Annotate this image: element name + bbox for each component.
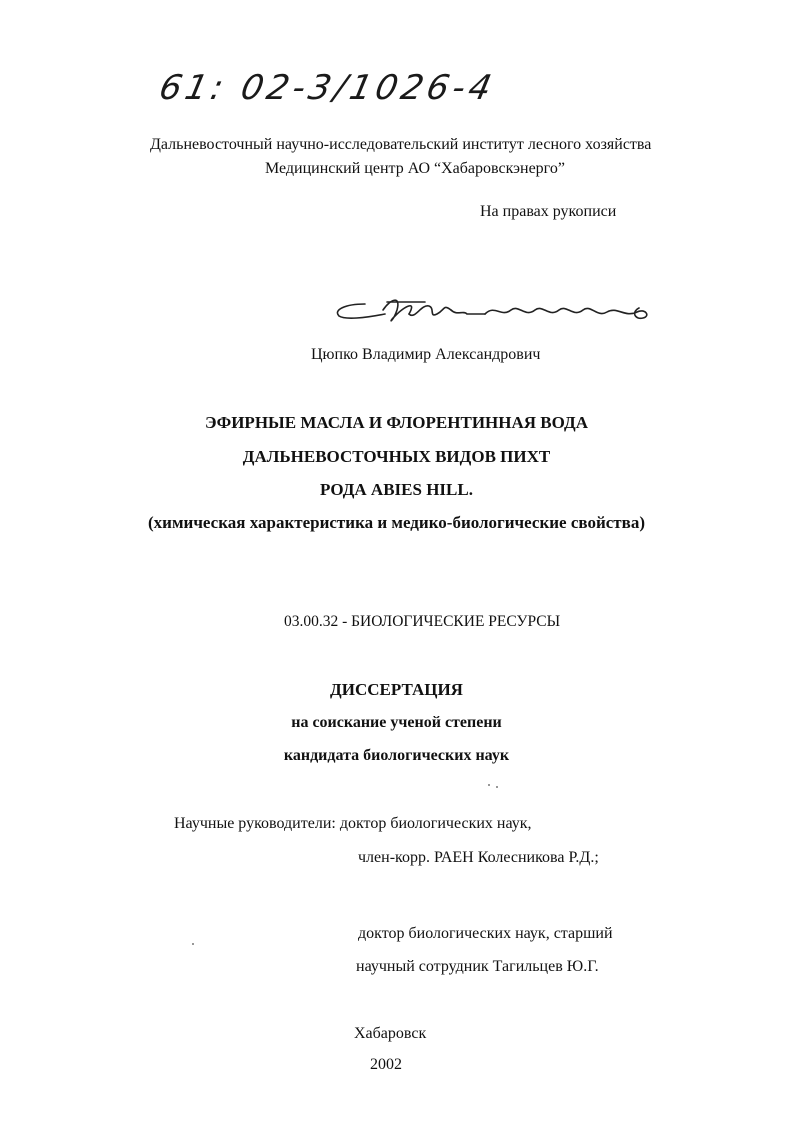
scan-speck xyxy=(488,784,490,786)
supervisors-label: Научные руководители: доктор биологических наук, xyxy=(174,815,532,832)
degree-line-1: на соискание ученой степени xyxy=(291,714,502,731)
supervisor-2-name: научный сотрудник Тагильцев Ю.Г. xyxy=(356,958,599,975)
city: Хабаровск xyxy=(354,1025,427,1042)
title-line-1: ЭФИРНЫЕ МАСЛА И ФЛОРЕНТИННАЯ ВОДА xyxy=(205,413,588,432)
title-line-2: ДАЛЬНЕВОСТОЧНЫХ ВИДОВ ПИХТ xyxy=(242,447,551,466)
year: 2002 xyxy=(370,1056,402,1073)
scan-speck xyxy=(192,943,194,945)
title-line-3: РОДА ABIES HILL. xyxy=(320,480,473,499)
author-name: Цюпко Владимир Александрович xyxy=(311,346,541,363)
scan-speck xyxy=(496,786,498,788)
author-signature xyxy=(325,290,665,335)
medical-center-name: Медицинский центр АО “Хабаровскэнерго” xyxy=(265,160,565,177)
degree-heading: ДИССЕРТАЦИЯ xyxy=(330,680,463,699)
institute-name: Дальневосточный научно-исследовательский институт лесного хозяйства xyxy=(150,136,652,153)
supervisor-1-title: член-корр. РАЕН Колесникова Р.Д.; xyxy=(358,849,599,866)
manuscript-rights: На правах рукописи xyxy=(480,203,617,220)
degree-line-2: кандидата биологических наук xyxy=(283,747,510,764)
specialty-code: 03.00.32 - БИОЛОГИЧЕСКИЕ РЕСУРСЫ xyxy=(284,613,561,630)
supervisor-2-degree: доктор биологических наук, старший xyxy=(358,925,613,942)
title-subtitle: (химическая характеристика и медико-биологические свойства) xyxy=(148,513,645,532)
archive-code-handwritten: 61: 02-3/1026-4 xyxy=(155,68,499,108)
